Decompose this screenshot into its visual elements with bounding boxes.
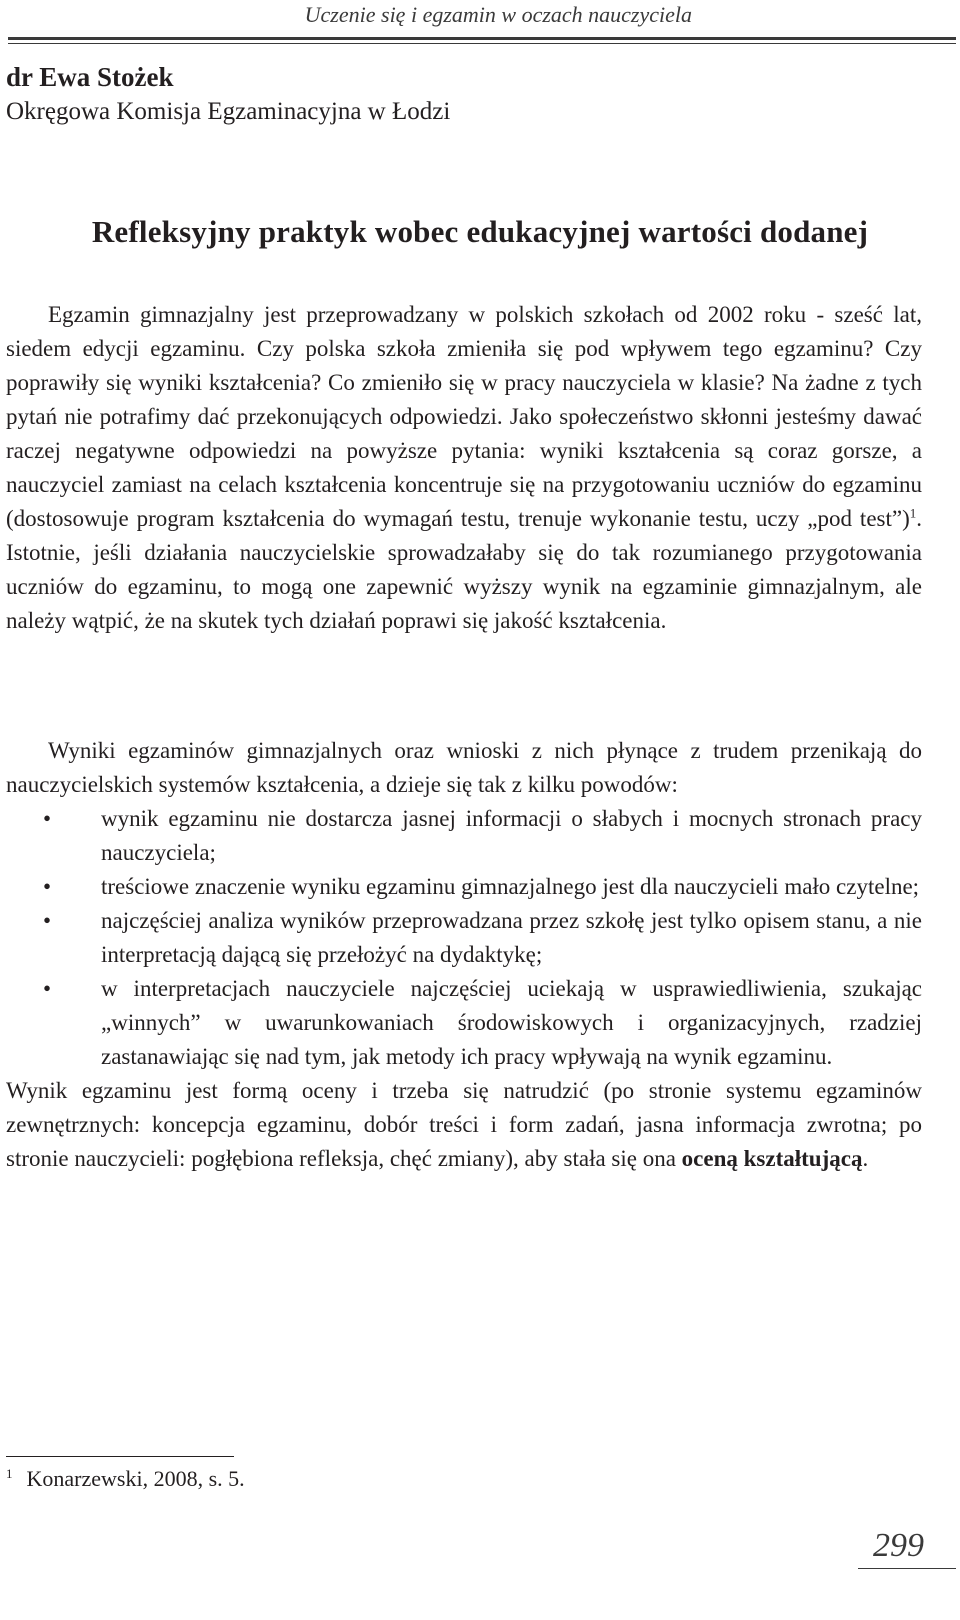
- footnote-reference: 1: [909, 505, 917, 521]
- article-title: Refleksyjny praktyk wobec edukacyjnej wartości dodanej: [91, 214, 869, 249]
- list-item-text: najczęściej analiza wyników przeprowadzana przez szkołę jest tylko opisem stanu, a nie interpretacją dającą się przełożyć na dydaktykę;: [101, 908, 922, 967]
- list-item: [6, 972, 922, 1074]
- running-header: Uczenie się i egzamin w oczach nauczyciela: [304, 2, 692, 27]
- header-rule-thin: [8, 43, 956, 44]
- bullet-icon: •: [43, 976, 52, 1001]
- header-rule: [8, 37, 956, 40]
- bullet-icon: •: [43, 874, 52, 899]
- bullet-icon: •: [43, 908, 52, 933]
- paragraph-2-block: [6, 734, 922, 1176]
- list-item-text: wynik egzaminu nie dostarcza jasnej informacji o słabych i mocnych stronach pracy nauczyciela;: [101, 806, 922, 865]
- list-item-text: treściowe znaczenie wyniku egzaminu gimnazjalnego jest dla nauczycieli mało czytelne;: [101, 874, 920, 899]
- footer-rule: [858, 1568, 956, 1569]
- paragraph-3-end: .: [862, 1146, 869, 1171]
- page-number: 299: [873, 1527, 924, 1564]
- author-affiliation: Okręgowa Komisja Egzaminacyjna w Łodzi: [6, 98, 451, 125]
- paragraph-1-text-continued: . Istotnie, jeśli działania nauczycielskie sprowadzałaby się do tak rozumianego przygotowania uczniów do egzaminu, to mogą one zapewnić wyższy wynik na egzaminie gimnazjalnym, ale należy wątpić, że na skutek tych działań poprawi się jakość kształcenia.: [6, 506, 922, 633]
- paragraph-3: [6, 1074, 922, 1176]
- list-item: [6, 802, 922, 870]
- author-name: dr Ewa Stożek: [6, 62, 174, 92]
- bullet-icon: •: [43, 806, 52, 831]
- footnote-text: Konarzewski, 2008, s. 5.: [26, 1466, 245, 1491]
- footnote: [6, 1462, 245, 1496]
- author-block: [6, 60, 450, 129]
- footnote-number: 1: [6, 1465, 13, 1481]
- paragraph-1-text: Egzamin gimnazjalny jest przeprowadzany w polskich szkołach od 2002 roku - sześć lat, siedem edycji egzaminu. Czy polska szkoła zmieniła się pod wpływem tego egzaminu? Czy poprawiły się wyniki kształcenia? Co zmieniło się w pracy nauczyciela w klasie? Na żadne z tych pytań nie potrafimy dać przekonujących odpowiedzi. Jako społeczeństwo skłonni jesteśmy dawać raczej negatywne odpowiedzi na powyższe pytania: wyniki kształcenia są coraz gorsze, a nauczyciel zamiast na celach kształcenia koncentruje się na przygotowaniu uczniów do egzaminu (dostosowuje program kształcenia do wymagań testu, trenuje wykonanie testu, uczy „pod test”): [6, 302, 922, 531]
- footnote-rule: [6, 1456, 234, 1457]
- paragraph-3-text: Wynik egzaminu jest formą oceny i trzeba się natrudzić (po stronie systemu egzaminów zewnętrznych: koncepcja egzaminu, dobór treści i form zadań, jasna informacja zwrotna; po stronie nauczycieli: pogłębiona refleksja, chęć zmiany), aby stała się ona: [6, 1078, 922, 1171]
- bullet-list: [6, 802, 922, 1074]
- list-item: [6, 904, 922, 972]
- list-item: [6, 870, 922, 904]
- paragraph-1: [6, 298, 922, 638]
- bold-term: oceną kształtującą: [681, 1146, 863, 1171]
- list-item-text: w interpretacjach nauczyciele najczęściej uciekają w usprawiedliwienia, szukając „winnych” w uwarunkowaniach środowiskowych i organizacyjnych, rzadziej zastanawiając się nad tym, jak metody ich pracy wpływają na wynik egzaminu.: [101, 976, 922, 1069]
- paragraph-2: Wyniki egzaminów gimnazjalnych oraz wnioski z nich płynące z trudem przenikają do nauczycielskich systemów kształcenia, a dzieje się tak z kilku powodów:: [6, 738, 922, 797]
